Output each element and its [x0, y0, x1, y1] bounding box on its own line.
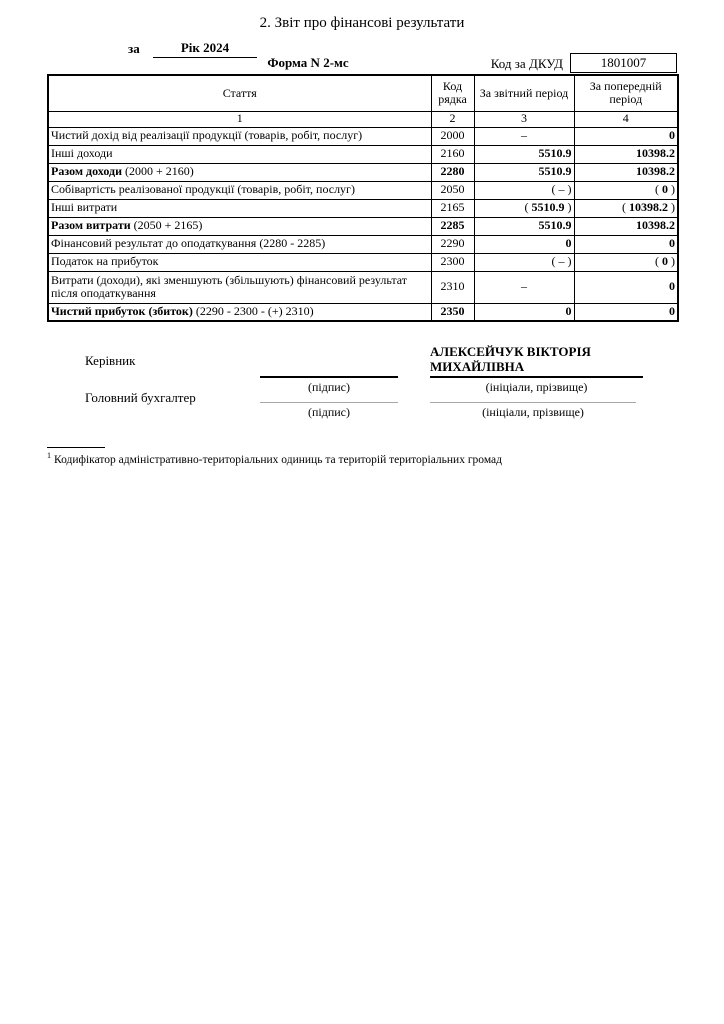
period-value-field: Рік 2024 — [153, 40, 257, 58]
table-row-2000 — [48, 127, 678, 145]
reporting-value-cell: ( – ) — [474, 253, 574, 271]
header-previous-period: За попередній період — [574, 75, 678, 111]
dkud-code-box: 1801007 — [570, 53, 677, 73]
row-code-cell: 2280 — [431, 163, 474, 181]
table-row-2160 — [48, 145, 678, 163]
reporting-value-cell: – — [474, 127, 574, 145]
previous-value-cell: 10398.2 — [574, 217, 678, 235]
reporting-value-cell: 0 — [474, 303, 574, 321]
reporting-value-cell: 5510.9 — [474, 145, 574, 163]
accountant-label: Головний бухгалтер — [85, 390, 196, 405]
article-cell: Інші витрати — [48, 199, 431, 217]
signature-caption: (підпис) — [307, 405, 351, 419]
previous-value-cell: 0 — [574, 303, 678, 321]
table-header-row — [48, 75, 678, 111]
accountant-signature-line — [260, 402, 398, 403]
article-cell: Разом доходи (2000 + 2160) — [48, 163, 431, 181]
row-code-cell: 2300 — [431, 253, 474, 271]
header-reporting-period: За звітний період — [474, 75, 574, 111]
row-code-cell: 2165 — [431, 199, 474, 217]
period-prefix-label: за — [128, 41, 140, 56]
previous-value-cell: 10398.2 — [574, 145, 678, 163]
reporting-value-cell: 0 — [474, 235, 574, 253]
previous-value-cell: ( 10398.2 ) — [574, 199, 678, 217]
footnote — [47, 451, 667, 466]
table-row-2350 — [48, 303, 678, 321]
previous-value-cell: ( 0 ) — [574, 181, 678, 199]
footnote-text: Кодифікатор адміністративно-територіальних одиниць та територій територіальних громад — [54, 453, 502, 466]
footnote-marker: 1 — [47, 451, 51, 460]
row-code-cell: 2160 — [431, 145, 474, 163]
previous-value-cell: ( 0 ) — [574, 253, 678, 271]
footnote-separator — [47, 447, 105, 448]
row-code-cell: 2290 — [431, 235, 474, 253]
director-signature-line — [260, 376, 398, 378]
financial-results-table — [47, 74, 679, 322]
director-label: Керівник — [85, 353, 136, 368]
previous-value-cell: 0 — [574, 127, 678, 145]
reporting-value-cell: – — [474, 271, 574, 303]
previous-value-cell: 0 — [574, 235, 678, 253]
column-number: 1 — [48, 111, 431, 127]
column-number: 2 — [431, 111, 474, 127]
article-cell: Фінансовий результат до оподаткування (2280 - 2285) — [48, 235, 431, 253]
reporting-value-cell: ( 5510.9 ) — [474, 199, 574, 217]
table-row-2310 — [48, 271, 678, 303]
reporting-value-cell: 5510.9 — [474, 217, 574, 235]
table-row-2285 — [48, 217, 678, 235]
row-code-cell: 2310 — [431, 271, 474, 303]
header-article: Стаття — [48, 75, 431, 111]
page-title: 2. Звіт про фінансові результати — [259, 15, 465, 31]
article-cell: Чистий дохід від реалізації продукції (товарів, робіт, послуг) — [48, 127, 431, 145]
column-number: 3 — [474, 111, 574, 127]
article-cell: Витрати (доходи), які зменшують (збільшують) фінансовий результат після оподаткування — [48, 271, 431, 303]
table-row-2050 — [48, 181, 678, 199]
row-code-cell: 2285 — [431, 217, 474, 235]
reporting-value-cell: ( – ) — [474, 181, 574, 199]
form-number-label: Форма N 2-мс — [267, 55, 349, 70]
column-number: 4 — [574, 111, 678, 127]
row-code-cell: 2000 — [431, 127, 474, 145]
article-cell: Податок на прибуток — [48, 253, 431, 271]
column-numbers-row — [48, 111, 678, 127]
previous-value-cell: 10398.2 — [574, 163, 678, 181]
table-row-2290 — [48, 235, 678, 253]
signature-caption: (підпис) — [307, 380, 351, 394]
table-row-2165 — [48, 199, 678, 217]
article-cell: Інші доходи — [48, 145, 431, 163]
name-caption: (ініціали, прізвище) — [482, 405, 584, 419]
header-code: Код рядка — [431, 75, 474, 111]
article-cell: Чистий прибуток (збиток) (2290 - 2300 - (+) 2310) — [48, 303, 431, 321]
director-name: АЛЕКСЕЙЧУК ВІКТОРІЯ МИХАЙЛІВНА — [430, 344, 643, 378]
reporting-value-cell: 5510.9 — [474, 163, 574, 181]
row-code-cell: 2350 — [431, 303, 474, 321]
article-cell: Разом витрати (2050 + 2165) — [48, 217, 431, 235]
article-cell: Собівартість реалізованої продукції (товарів, робіт, послуг) — [48, 181, 431, 199]
table-row-2280 — [48, 163, 678, 181]
name-caption: (ініціали, прізвище) — [485, 380, 588, 394]
accountant-name-line — [430, 402, 636, 403]
table-row-2300 — [48, 253, 678, 271]
row-code-cell: 2050 — [431, 181, 474, 199]
dkud-label: Код за ДКУД — [490, 56, 563, 71]
previous-value-cell: 0 — [574, 271, 678, 303]
